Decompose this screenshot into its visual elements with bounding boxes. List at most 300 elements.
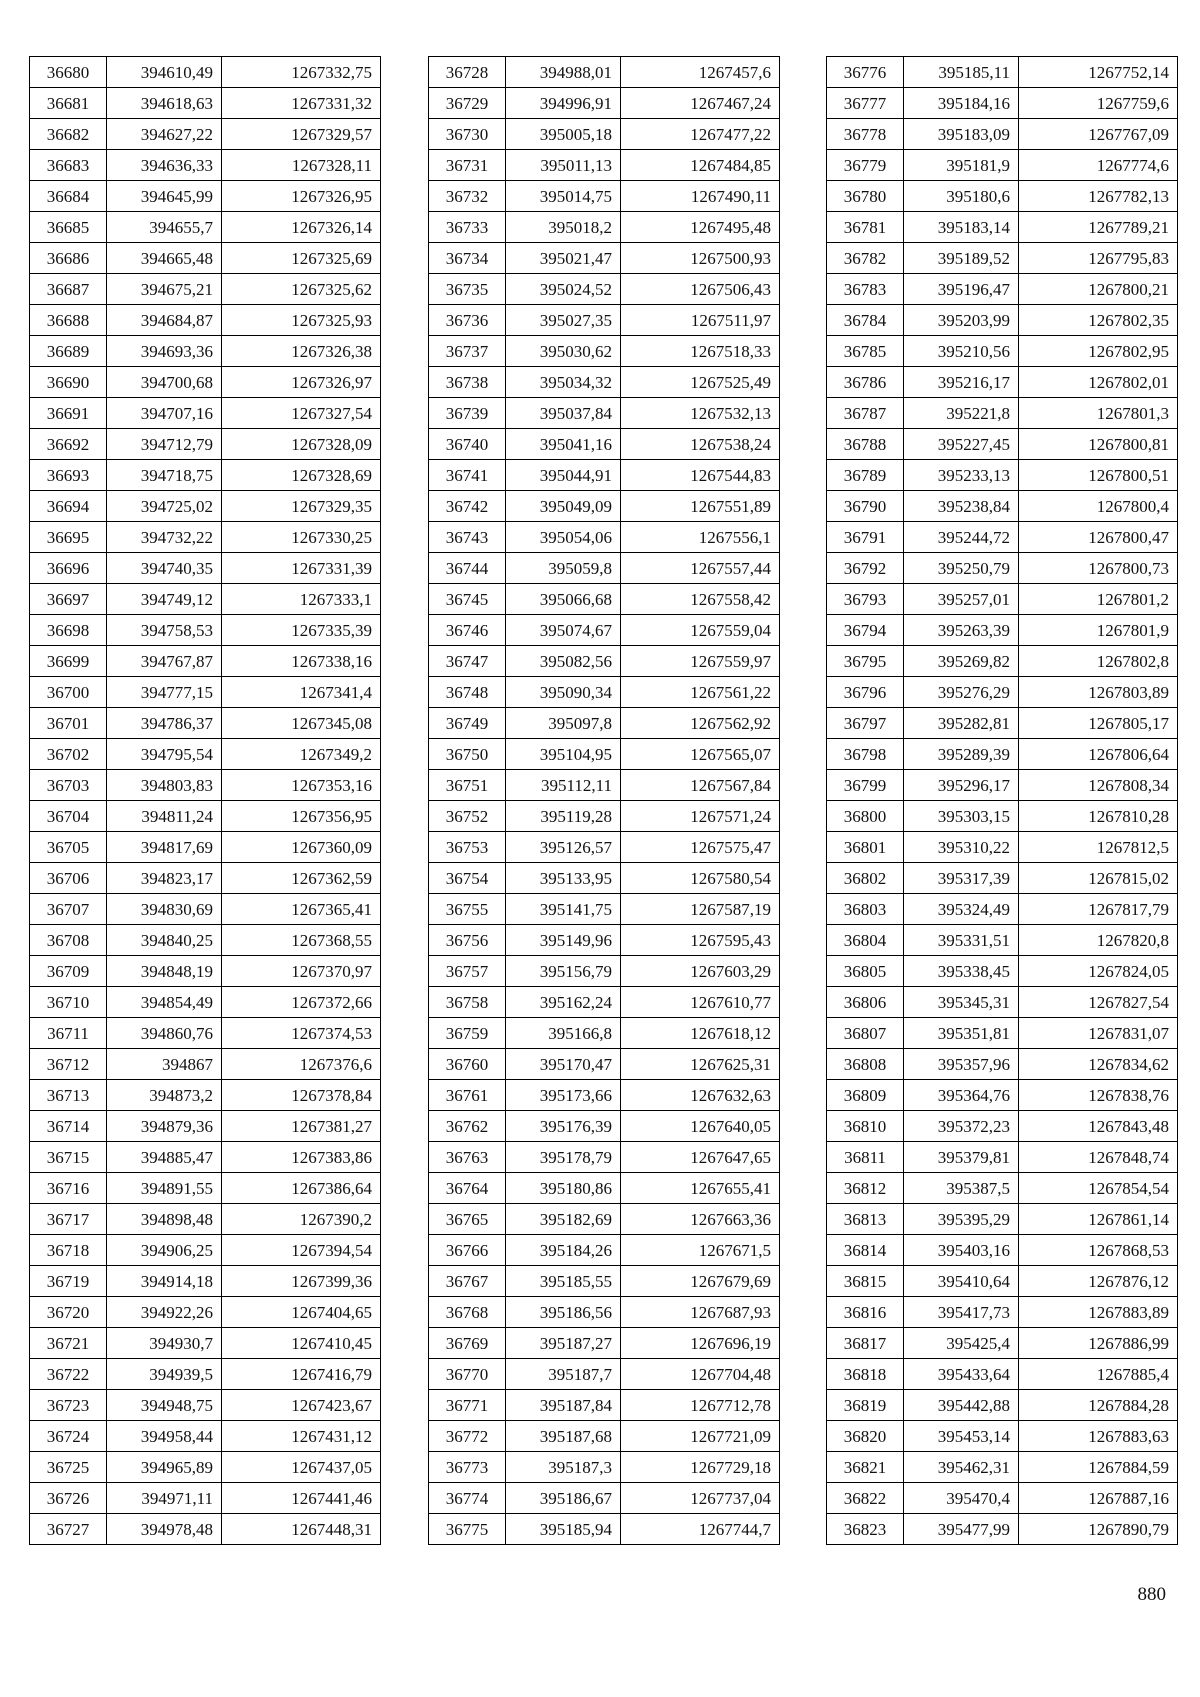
table-row <box>30 88 381 119</box>
table-row <box>827 708 1178 739</box>
y-coordinate-cell: 1267802,8 <box>1019 646 1178 677</box>
y-coordinate-cell: 1267567,84 <box>621 770 780 801</box>
table-row <box>429 429 780 460</box>
point-id-cell: 36682 <box>30 119 107 150</box>
y-coordinate-cell: 1267326,14 <box>222 212 381 243</box>
x-coordinate-cell: 395119,28 <box>506 801 621 832</box>
y-coordinate-cell: 1267332,75 <box>222 57 381 88</box>
table-row <box>30 491 381 522</box>
table-row <box>429 1266 780 1297</box>
table-row <box>30 305 381 336</box>
x-coordinate-cell: 394906,25 <box>107 1235 222 1266</box>
point-id-cell: 36762 <box>429 1111 506 1142</box>
x-coordinate-cell: 395176,39 <box>506 1111 621 1142</box>
point-id-cell: 36740 <box>429 429 506 460</box>
x-coordinate-cell: 395044,91 <box>506 460 621 491</box>
point-id-cell: 36815 <box>827 1266 904 1297</box>
point-id-cell: 36743 <box>429 522 506 553</box>
y-coordinate-cell: 1267328,11 <box>222 150 381 181</box>
y-coordinate-cell: 1267575,47 <box>621 832 780 863</box>
y-coordinate-cell: 1267404,65 <box>222 1297 381 1328</box>
y-coordinate-cell: 1267383,86 <box>222 1142 381 1173</box>
x-coordinate-cell: 395066,68 <box>506 584 621 615</box>
table-row <box>827 1173 1178 1204</box>
x-coordinate-cell: 395433,64 <box>904 1359 1019 1390</box>
x-coordinate-cell: 394712,79 <box>107 429 222 460</box>
y-coordinate-cell: 1267325,93 <box>222 305 381 336</box>
y-coordinate-cell: 1267854,54 <box>1019 1173 1178 1204</box>
x-coordinate-cell: 395395,29 <box>904 1204 1019 1235</box>
table-row <box>30 1359 381 1390</box>
y-coordinate-cell: 1267884,28 <box>1019 1390 1178 1421</box>
point-id-cell: 36706 <box>30 863 107 894</box>
x-coordinate-cell: 395097,8 <box>506 708 621 739</box>
point-id-cell: 36794 <box>827 615 904 646</box>
x-coordinate-cell: 395014,75 <box>506 181 621 212</box>
table-row <box>429 1514 780 1545</box>
point-id-cell: 36703 <box>30 770 107 801</box>
table-row <box>30 708 381 739</box>
y-coordinate-cell: 1267647,65 <box>621 1142 780 1173</box>
x-coordinate-cell: 394758,53 <box>107 615 222 646</box>
table-row <box>429 925 780 956</box>
x-coordinate-cell: 394867 <box>107 1049 222 1080</box>
point-id-cell: 36813 <box>827 1204 904 1235</box>
point-id-cell: 36685 <box>30 212 107 243</box>
y-coordinate-cell: 1267737,04 <box>621 1483 780 1514</box>
point-id-cell: 36697 <box>30 584 107 615</box>
x-coordinate-cell: 395178,79 <box>506 1142 621 1173</box>
y-coordinate-cell: 1267416,79 <box>222 1359 381 1390</box>
y-coordinate-cell: 1267834,62 <box>1019 1049 1178 1080</box>
x-coordinate-cell: 394610,49 <box>107 57 222 88</box>
point-id-cell: 36728 <box>429 57 506 88</box>
x-coordinate-cell: 395338,45 <box>904 956 1019 987</box>
table-row <box>429 553 780 584</box>
point-id-cell: 36713 <box>30 1080 107 1111</box>
x-coordinate-cell: 395296,17 <box>904 770 1019 801</box>
x-coordinate-cell: 394854,49 <box>107 987 222 1018</box>
point-id-cell: 36723 <box>30 1390 107 1421</box>
y-coordinate-cell: 1267376,6 <box>222 1049 381 1080</box>
table-row <box>429 1018 780 1049</box>
table-row <box>429 119 780 150</box>
x-coordinate-cell: 395324,49 <box>904 894 1019 925</box>
point-id-cell: 36752 <box>429 801 506 832</box>
y-coordinate-cell: 1267378,84 <box>222 1080 381 1111</box>
table-row <box>827 1111 1178 1142</box>
coordinate-table-3 <box>826 56 1178 1545</box>
table-row <box>429 57 780 88</box>
y-coordinate-cell: 1267887,16 <box>1019 1483 1178 1514</box>
point-id-cell: 36804 <box>827 925 904 956</box>
table-row <box>827 1049 1178 1080</box>
point-id-cell: 36812 <box>827 1173 904 1204</box>
y-coordinate-cell: 1267883,63 <box>1019 1421 1178 1452</box>
point-id-cell: 36790 <box>827 491 904 522</box>
point-id-cell: 36691 <box>30 398 107 429</box>
point-id-cell: 36719 <box>30 1266 107 1297</box>
table-row <box>30 1297 381 1328</box>
table-row <box>827 615 1178 646</box>
table-row <box>30 1266 381 1297</box>
y-coordinate-cell: 1267325,62 <box>222 274 381 305</box>
table-row <box>429 274 780 305</box>
point-id-cell: 36781 <box>827 212 904 243</box>
point-id-cell: 36811 <box>827 1142 904 1173</box>
table-row <box>30 1421 381 1452</box>
table-row <box>429 398 780 429</box>
x-coordinate-cell: 394971,11 <box>107 1483 222 1514</box>
y-coordinate-cell: 1267325,69 <box>222 243 381 274</box>
table-row <box>30 429 381 460</box>
y-coordinate-cell: 1267345,08 <box>222 708 381 739</box>
point-id-cell: 36764 <box>429 1173 506 1204</box>
table-row <box>429 894 780 925</box>
point-id-cell: 36688 <box>30 305 107 336</box>
x-coordinate-cell: 394930,7 <box>107 1328 222 1359</box>
point-id-cell: 36765 <box>429 1204 506 1235</box>
x-coordinate-cell: 395183,14 <box>904 212 1019 243</box>
x-coordinate-cell: 395186,56 <box>506 1297 621 1328</box>
x-coordinate-cell: 394817,69 <box>107 832 222 863</box>
y-coordinate-cell: 1267368,55 <box>222 925 381 956</box>
y-coordinate-cell: 1267551,89 <box>621 491 780 522</box>
table-row <box>827 57 1178 88</box>
x-coordinate-cell: 395185,55 <box>506 1266 621 1297</box>
point-id-cell: 36680 <box>30 57 107 88</box>
table-row <box>429 584 780 615</box>
y-coordinate-cell: 1267800,4 <box>1019 491 1178 522</box>
y-coordinate-cell: 1267802,01 <box>1019 367 1178 398</box>
point-id-cell: 36782 <box>827 243 904 274</box>
y-coordinate-cell: 1267532,13 <box>621 398 780 429</box>
x-coordinate-cell: 394707,16 <box>107 398 222 429</box>
point-id-cell: 36704 <box>30 801 107 832</box>
y-coordinate-cell: 1267571,24 <box>621 801 780 832</box>
table-row <box>827 553 1178 584</box>
x-coordinate-cell: 394873,2 <box>107 1080 222 1111</box>
table-row <box>827 367 1178 398</box>
point-id-cell: 36755 <box>429 894 506 925</box>
point-id-cell: 36736 <box>429 305 506 336</box>
point-id-cell: 36750 <box>429 739 506 770</box>
y-coordinate-cell: 1267557,44 <box>621 553 780 584</box>
x-coordinate-cell: 394848,19 <box>107 956 222 987</box>
x-coordinate-cell: 395183,09 <box>904 119 1019 150</box>
y-coordinate-cell: 1267744,7 <box>621 1514 780 1545</box>
table-row <box>30 770 381 801</box>
table-row <box>30 677 381 708</box>
x-coordinate-cell: 395041,16 <box>506 429 621 460</box>
table-row <box>429 491 780 522</box>
x-coordinate-cell: 394693,36 <box>107 336 222 367</box>
point-id-cell: 36758 <box>429 987 506 1018</box>
point-id-cell: 36766 <box>429 1235 506 1266</box>
x-coordinate-cell: 395181,9 <box>904 150 1019 181</box>
x-coordinate-cell: 395187,3 <box>506 1452 621 1483</box>
y-coordinate-cell: 1267820,8 <box>1019 925 1178 956</box>
y-coordinate-cell: 1267328,69 <box>222 460 381 491</box>
x-coordinate-cell: 394655,7 <box>107 212 222 243</box>
point-id-cell: 36780 <box>827 181 904 212</box>
y-coordinate-cell: 1267370,97 <box>222 956 381 987</box>
x-coordinate-cell: 395112,11 <box>506 770 621 801</box>
table-row <box>30 1111 381 1142</box>
x-coordinate-cell: 395317,39 <box>904 863 1019 894</box>
y-coordinate-cell: 1267441,46 <box>222 1483 381 1514</box>
point-id-cell: 36734 <box>429 243 506 274</box>
point-id-cell: 36718 <box>30 1235 107 1266</box>
point-id-cell: 36797 <box>827 708 904 739</box>
point-id-cell: 36730 <box>429 119 506 150</box>
x-coordinate-cell: 395196,47 <box>904 274 1019 305</box>
table-row <box>827 925 1178 956</box>
table-row <box>30 1328 381 1359</box>
table-row <box>429 987 780 1018</box>
x-coordinate-cell: 395180,86 <box>506 1173 621 1204</box>
x-coordinate-cell: 395282,81 <box>904 708 1019 739</box>
table-row <box>30 894 381 925</box>
x-coordinate-cell: 394618,63 <box>107 88 222 119</box>
point-id-cell: 36789 <box>827 460 904 491</box>
table-row <box>429 708 780 739</box>
table-row <box>30 150 381 181</box>
table-row <box>429 1142 780 1173</box>
table-row <box>429 739 780 770</box>
x-coordinate-cell: 395082,56 <box>506 646 621 677</box>
y-coordinate-cell: 1267752,14 <box>1019 57 1178 88</box>
point-id-cell: 36749 <box>429 708 506 739</box>
x-coordinate-cell: 394645,99 <box>107 181 222 212</box>
table-row <box>30 119 381 150</box>
point-id-cell: 36803 <box>827 894 904 925</box>
point-id-cell: 36761 <box>429 1080 506 1111</box>
x-coordinate-cell: 395410,64 <box>904 1266 1019 1297</box>
table-row <box>30 832 381 863</box>
x-coordinate-cell: 394891,55 <box>107 1173 222 1204</box>
x-coordinate-cell: 395185,94 <box>506 1514 621 1545</box>
point-id-cell: 36819 <box>827 1390 904 1421</box>
table-row <box>429 522 780 553</box>
point-id-cell: 36786 <box>827 367 904 398</box>
y-coordinate-cell: 1267326,38 <box>222 336 381 367</box>
table-row <box>30 1049 381 1080</box>
x-coordinate-cell: 394795,54 <box>107 739 222 770</box>
table-row <box>30 615 381 646</box>
table-row <box>827 1514 1178 1545</box>
x-coordinate-cell: 395054,06 <box>506 522 621 553</box>
x-coordinate-cell: 394948,75 <box>107 1390 222 1421</box>
table-row <box>30 1080 381 1111</box>
x-coordinate-cell: 395203,99 <box>904 305 1019 336</box>
y-coordinate-cell: 1267457,6 <box>621 57 780 88</box>
x-coordinate-cell: 395387,5 <box>904 1173 1019 1204</box>
y-coordinate-cell: 1267394,54 <box>222 1235 381 1266</box>
point-id-cell: 36701 <box>30 708 107 739</box>
x-coordinate-cell: 395187,68 <box>506 1421 621 1452</box>
table-row <box>30 522 381 553</box>
point-id-cell: 36816 <box>827 1297 904 1328</box>
point-id-cell: 36737 <box>429 336 506 367</box>
table-row <box>827 150 1178 181</box>
point-id-cell: 36810 <box>827 1111 904 1142</box>
table-row <box>429 1483 780 1514</box>
x-coordinate-cell: 395470,4 <box>904 1483 1019 1514</box>
y-coordinate-cell: 1267518,33 <box>621 336 780 367</box>
table-row <box>429 1421 780 1452</box>
x-coordinate-cell: 394767,87 <box>107 646 222 677</box>
table-row <box>30 987 381 1018</box>
y-coordinate-cell: 1267467,24 <box>621 88 780 119</box>
point-id-cell: 36739 <box>429 398 506 429</box>
point-id-cell: 36695 <box>30 522 107 553</box>
y-coordinate-cell: 1267356,95 <box>222 801 381 832</box>
x-coordinate-cell: 395345,31 <box>904 987 1019 1018</box>
y-coordinate-cell: 1267329,35 <box>222 491 381 522</box>
table-row <box>827 491 1178 522</box>
table-row <box>429 1111 780 1142</box>
y-coordinate-cell: 1267349,2 <box>222 739 381 770</box>
x-coordinate-cell: 395156,79 <box>506 956 621 987</box>
x-coordinate-cell: 394725,02 <box>107 491 222 522</box>
y-coordinate-cell: 1267838,76 <box>1019 1080 1178 1111</box>
y-coordinate-cell: 1267437,05 <box>222 1452 381 1483</box>
y-coordinate-cell: 1267431,12 <box>222 1421 381 1452</box>
y-coordinate-cell: 1267868,53 <box>1019 1235 1178 1266</box>
x-coordinate-cell: 394885,47 <box>107 1142 222 1173</box>
y-coordinate-cell: 1267490,11 <box>621 181 780 212</box>
y-coordinate-cell: 1267595,43 <box>621 925 780 956</box>
y-coordinate-cell: 1267390,2 <box>222 1204 381 1235</box>
table-row <box>429 615 780 646</box>
x-coordinate-cell: 395173,66 <box>506 1080 621 1111</box>
y-coordinate-cell: 1267399,36 <box>222 1266 381 1297</box>
x-coordinate-cell: 395238,84 <box>904 491 1019 522</box>
table-row <box>30 1514 381 1545</box>
point-id-cell: 36732 <box>429 181 506 212</box>
table-row <box>30 956 381 987</box>
table-row <box>429 956 780 987</box>
x-coordinate-cell: 395351,81 <box>904 1018 1019 1049</box>
x-coordinate-cell: 394823,17 <box>107 863 222 894</box>
x-coordinate-cell: 395372,23 <box>904 1111 1019 1142</box>
y-coordinate-cell: 1267655,41 <box>621 1173 780 1204</box>
table-row <box>827 646 1178 677</box>
y-coordinate-cell: 1267801,3 <box>1019 398 1178 429</box>
y-coordinate-cell: 1267679,69 <box>621 1266 780 1297</box>
table-row <box>827 739 1178 770</box>
x-coordinate-cell: 395182,69 <box>506 1204 621 1235</box>
table-row <box>827 1297 1178 1328</box>
x-coordinate-cell: 394939,5 <box>107 1359 222 1390</box>
point-id-cell: 36738 <box>429 367 506 398</box>
x-coordinate-cell: 395403,16 <box>904 1235 1019 1266</box>
point-id-cell: 36763 <box>429 1142 506 1173</box>
point-id-cell: 36720 <box>30 1297 107 1328</box>
table-row <box>827 1204 1178 1235</box>
table-row <box>429 677 780 708</box>
y-coordinate-cell: 1267565,07 <box>621 739 780 770</box>
y-coordinate-cell: 1267372,66 <box>222 987 381 1018</box>
point-id-cell: 36779 <box>827 150 904 181</box>
y-coordinate-cell: 1267618,12 <box>621 1018 780 1049</box>
x-coordinate-cell: 395289,39 <box>904 739 1019 770</box>
point-id-cell: 36822 <box>827 1483 904 1514</box>
point-id-cell: 36792 <box>827 553 904 584</box>
y-coordinate-cell: 1267544,83 <box>621 460 780 491</box>
table-row <box>827 770 1178 801</box>
table-row <box>30 1452 381 1483</box>
x-coordinate-cell: 395244,72 <box>904 522 1019 553</box>
x-coordinate-cell: 395149,96 <box>506 925 621 956</box>
table-row <box>30 57 381 88</box>
x-coordinate-cell: 395030,62 <box>506 336 621 367</box>
table-row <box>429 336 780 367</box>
table-row <box>429 1173 780 1204</box>
point-id-cell: 36800 <box>827 801 904 832</box>
table-row <box>429 212 780 243</box>
point-id-cell: 36795 <box>827 646 904 677</box>
x-coordinate-cell: 394958,44 <box>107 1421 222 1452</box>
y-coordinate-cell: 1267330,25 <box>222 522 381 553</box>
x-coordinate-cell: 395442,88 <box>904 1390 1019 1421</box>
y-coordinate-cell: 1267817,79 <box>1019 894 1178 925</box>
y-coordinate-cell: 1267559,97 <box>621 646 780 677</box>
y-coordinate-cell: 1267729,18 <box>621 1452 780 1483</box>
x-coordinate-cell: 395257,01 <box>904 584 1019 615</box>
point-id-cell: 36684 <box>30 181 107 212</box>
table-row <box>429 801 780 832</box>
y-coordinate-cell: 1267558,42 <box>621 584 780 615</box>
x-coordinate-cell: 394811,24 <box>107 801 222 832</box>
coordinate-table-2 <box>428 56 780 1545</box>
y-coordinate-cell: 1267326,95 <box>222 181 381 212</box>
y-coordinate-cell: 1267800,81 <box>1019 429 1178 460</box>
x-coordinate-cell: 394700,68 <box>107 367 222 398</box>
y-coordinate-cell: 1267759,6 <box>1019 88 1178 119</box>
point-id-cell: 36733 <box>429 212 506 243</box>
x-coordinate-cell: 394684,87 <box>107 305 222 336</box>
table-row <box>827 1266 1178 1297</box>
y-coordinate-cell: 1267861,14 <box>1019 1204 1178 1235</box>
point-id-cell: 36687 <box>30 274 107 305</box>
x-coordinate-cell: 395233,13 <box>904 460 1019 491</box>
point-id-cell: 36708 <box>30 925 107 956</box>
table-row <box>429 305 780 336</box>
point-id-cell: 36696 <box>30 553 107 584</box>
y-coordinate-cell: 1267827,54 <box>1019 987 1178 1018</box>
x-coordinate-cell: 395180,6 <box>904 181 1019 212</box>
table-row <box>827 119 1178 150</box>
y-coordinate-cell: 1267506,43 <box>621 274 780 305</box>
point-id-cell: 36715 <box>30 1142 107 1173</box>
point-id-cell: 36724 <box>30 1421 107 1452</box>
x-coordinate-cell: 395364,76 <box>904 1080 1019 1111</box>
table-row <box>827 460 1178 491</box>
table-row <box>827 832 1178 863</box>
point-id-cell: 36772 <box>429 1421 506 1452</box>
y-coordinate-cell: 1267610,77 <box>621 987 780 1018</box>
table-row <box>30 1173 381 1204</box>
table-row <box>429 1328 780 1359</box>
x-coordinate-cell: 395059,8 <box>506 553 621 584</box>
point-id-cell: 36801 <box>827 832 904 863</box>
point-id-cell: 36767 <box>429 1266 506 1297</box>
table-row <box>429 367 780 398</box>
x-coordinate-cell: 394860,76 <box>107 1018 222 1049</box>
x-coordinate-cell: 394786,37 <box>107 708 222 739</box>
